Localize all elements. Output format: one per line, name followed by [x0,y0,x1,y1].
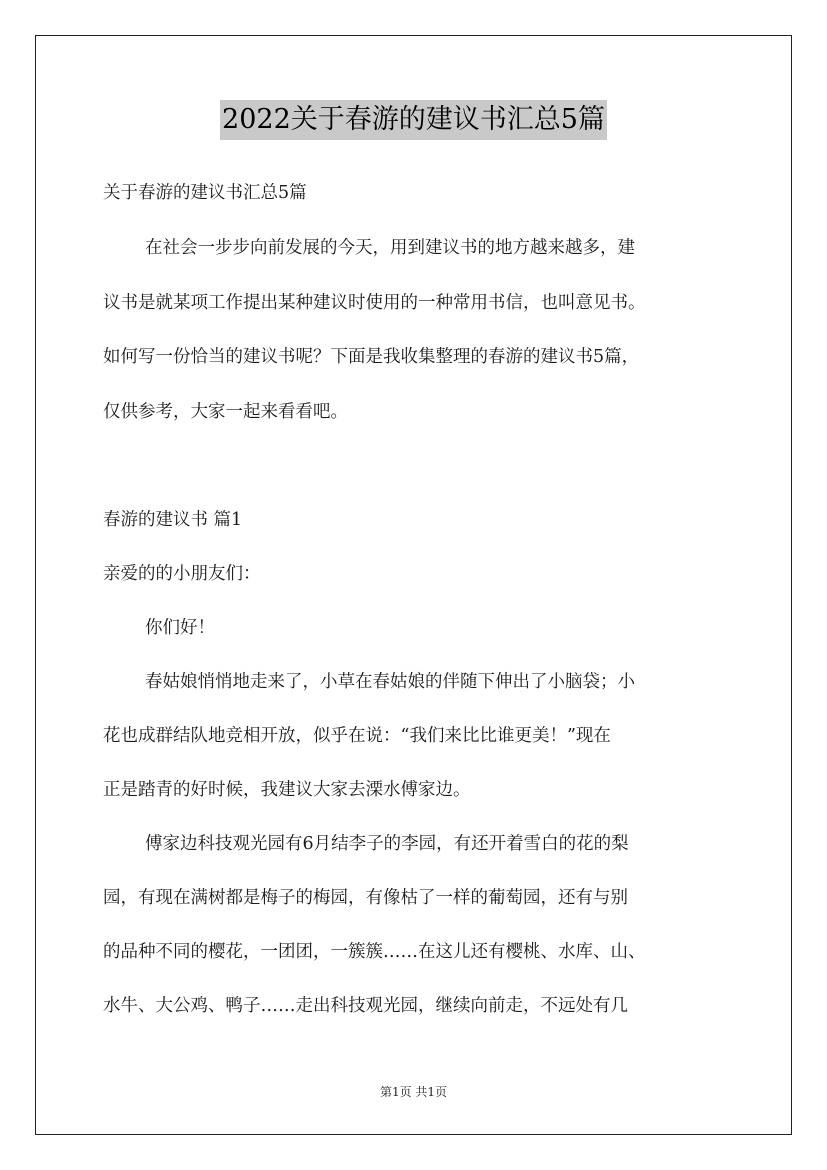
body-line-1: 春姑娘悄悄地走来了，小草在春姑娘的伴随下伸出了小脑袋；小 [145,672,635,692]
greeting: 你们好！ [145,618,215,638]
page-footer [0,1083,827,1100]
body-line-4: 傅家边科技观光园有6月结李子的李园，有还开着雪白的花的梨 [145,834,629,854]
intro-line-1: 在社会一步步向前发展的今天，用到建议书的地方越来越多，建 [145,238,635,258]
intro-line-4: 仅供参考，大家一起来看看吧。 [103,402,348,422]
salutation: 亲爱的的小朋友们： [103,564,261,584]
body-line-6: 的品种不同的樱花，一团团，一簇簇……在这儿还有樱桃、水库、山、 [103,942,646,962]
document-title: 2022关于春游的建议书汇总5篇 [220,100,607,140]
section-heading: 春游的建议书 篇1 [103,510,243,530]
body-line-7: 水牛、大公鸡、鸭子……走出科技观光园，继续向前走，不远处有几 [103,996,628,1016]
page-number: 第1页 共1页 [379,1085,448,1099]
body-line-2: 花也成群结队地竞相开放，似乎在说：“我们来比比谁更美！”现在 [103,726,611,746]
body-line-5: 园，有现在满树都是梅子的梅园，有像枯了一样的葡萄园，还有与别 [103,888,628,908]
intro-line-2: 议书是就某项工作提出某种建议时使用的一种常用书信，也叫意见书。 [103,293,646,313]
intro-line-3: 如何写一份恰当的建议书呢？下面是我收集整理的春游的建议书5篇， [103,347,640,367]
body-line-3: 正是踏青的好时候，我建议大家去溧水傅家边。 [103,780,471,800]
document-body [103,0,743,1170]
subtitle: 关于春游的建议书汇总5篇 [103,183,307,203]
